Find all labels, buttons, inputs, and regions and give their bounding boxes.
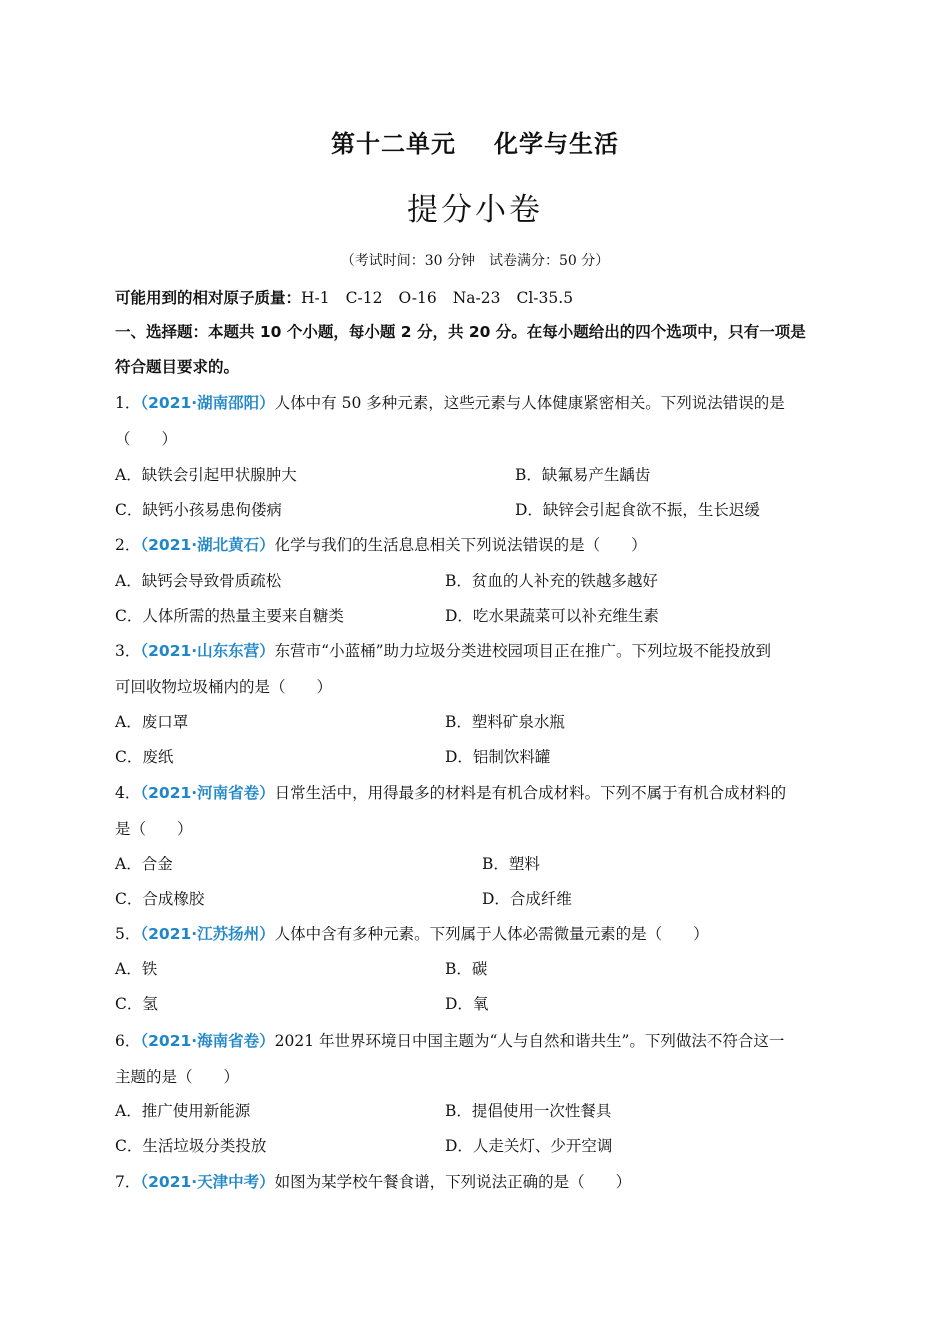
- question-stem: 人体中含有多种元素。下列属于人体必需微量元素的是（ ）: [274, 925, 709, 943]
- question-source: （2021·湖南邵阳）: [140, 394, 275, 412]
- section-instructions-line1: 一、选择题：本题共 10 个小题，每小题 2 分，共 20 分。在每小题给出的四个选项中，只有一项是: [115, 323, 806, 341]
- question-5-option-d: D．氧: [445, 995, 489, 1013]
- question-2-option-d: D．吃水果蔬菜可以补充维生素: [445, 607, 659, 625]
- atomic-masses-label: 可能用到的相对原子质量：: [115, 289, 302, 307]
- question-1-option-a: A．缺铁会引起甲状腺肿大: [115, 466, 297, 484]
- question-source: （2021·河南省卷）: [140, 784, 275, 802]
- question-2-option-a: A．缺钙会导致骨质疏松: [115, 572, 282, 590]
- question-4-stem-cont: 是（ ）: [115, 820, 193, 838]
- mass-c: C-12: [345, 289, 383, 307]
- question-source: （2021·湖北黄石）: [140, 536, 275, 554]
- question-3-option-b: B．塑料矿泉水瓶: [445, 713, 565, 731]
- question-3-option-d: D．铝制饮料罐: [445, 748, 551, 766]
- question-1: [115, 391, 785, 413]
- question-1-stem-cont: （ ）: [115, 430, 178, 448]
- mass-cl: Cl-35.5: [516, 289, 574, 307]
- question-1-option-c: C．缺钙小孩易患佝偻病: [115, 501, 282, 519]
- unit-title: [0, 124, 950, 159]
- question-stem: 如图为某学校午餐食谱，下列说法正确的是（ ）: [274, 1173, 632, 1191]
- paper-subtitle: 提分小卷: [407, 192, 543, 228]
- question-number: 3．: [115, 642, 141, 660]
- question-stem: 日常生活中，用得最多的材料是有机合成材料。下列不属于有机合成材料的: [274, 784, 787, 802]
- mass-o: O-16: [398, 289, 437, 307]
- question-3: [115, 639, 771, 661]
- question-4-option-c: C．合成橡胶: [115, 890, 205, 908]
- question-6-option-d: D．人走关灯、少开空调: [445, 1137, 613, 1155]
- question-number: 4．: [115, 784, 141, 802]
- question-4: [115, 781, 786, 803]
- question-4-option-b: B．塑料: [482, 855, 540, 873]
- question-stem: 2021 年世界环境日中国主题为“人与自然和谐共生”。下列做法不符合这一: [274, 1032, 785, 1050]
- question-6: [115, 1029, 784, 1051]
- question-3-option-c: C．废纸: [115, 748, 174, 766]
- question-source: （2021·山东东营）: [140, 642, 275, 660]
- question-5: [115, 922, 709, 944]
- mass-h: H-1: [301, 289, 330, 307]
- question-stem: 化学与我们的生活息息相关下列说法错误的是（ ）: [274, 536, 647, 554]
- question-number: 7．: [115, 1173, 141, 1191]
- question-number: 5．: [115, 925, 141, 943]
- question-number: 2．: [115, 536, 141, 554]
- question-source: （2021·江苏扬州）: [140, 925, 275, 943]
- atomic-masses: [115, 286, 589, 308]
- question-3-stem-cont: 可回收物垃圾桶内的是（ ）: [115, 678, 333, 696]
- question-2-option-c: C．人体所需的热量主要来自糖类: [115, 607, 344, 625]
- question-6-option-b: B．提倡使用一次性餐具: [445, 1102, 612, 1120]
- question-4-option-d: D．合成纤维: [482, 890, 572, 908]
- question-1-option-d: D．缺锌会引起食欲不振，生长迟缓: [515, 501, 760, 519]
- question-4-option-a: A．合金: [115, 855, 173, 873]
- question-stem: 东营市“小蓝桶”助力垃圾分类进校园项目正在推广。下列垃圾不能投放到: [274, 642, 772, 660]
- question-2-option-b: B．贫血的人补充的铁越多越好: [445, 572, 658, 590]
- question-number: 1．: [115, 394, 141, 412]
- question-2: [115, 533, 647, 555]
- mass-na: Na-23: [452, 289, 501, 307]
- section-instructions-line2: 符合题目要求的。: [115, 358, 240, 376]
- question-source: （2021·海南省卷）: [140, 1032, 275, 1050]
- question-3-option-a: A．废口罩: [115, 713, 189, 731]
- question-stem: 人体中有 50 多种元素，这些元素与人体健康紧密相关。下列说法错误的是: [274, 394, 785, 412]
- topic-label: 化学与生活: [494, 130, 619, 158]
- question-5-option-c: C．氢: [115, 995, 158, 1013]
- exam-info: （考试时间：30 分钟 试卷满分：50 分）: [340, 253, 610, 269]
- question-source: （2021·天津中考）: [140, 1173, 275, 1191]
- question-number: 6．: [115, 1032, 141, 1050]
- question-5-option-b: B．碳: [445, 960, 488, 978]
- unit-label: 第十二单元: [331, 130, 456, 158]
- question-5-option-a: A．铁: [115, 960, 158, 978]
- question-6-stem-cont: 主题的是（ ）: [115, 1068, 240, 1086]
- question-1-option-b: B．缺氟易产生龋齿: [515, 466, 651, 484]
- question-6-option-c: C．生活垃圾分类投放: [115, 1137, 267, 1155]
- question-7: [115, 1170, 631, 1192]
- question-6-option-a: A．推广使用新能源: [115, 1102, 251, 1120]
